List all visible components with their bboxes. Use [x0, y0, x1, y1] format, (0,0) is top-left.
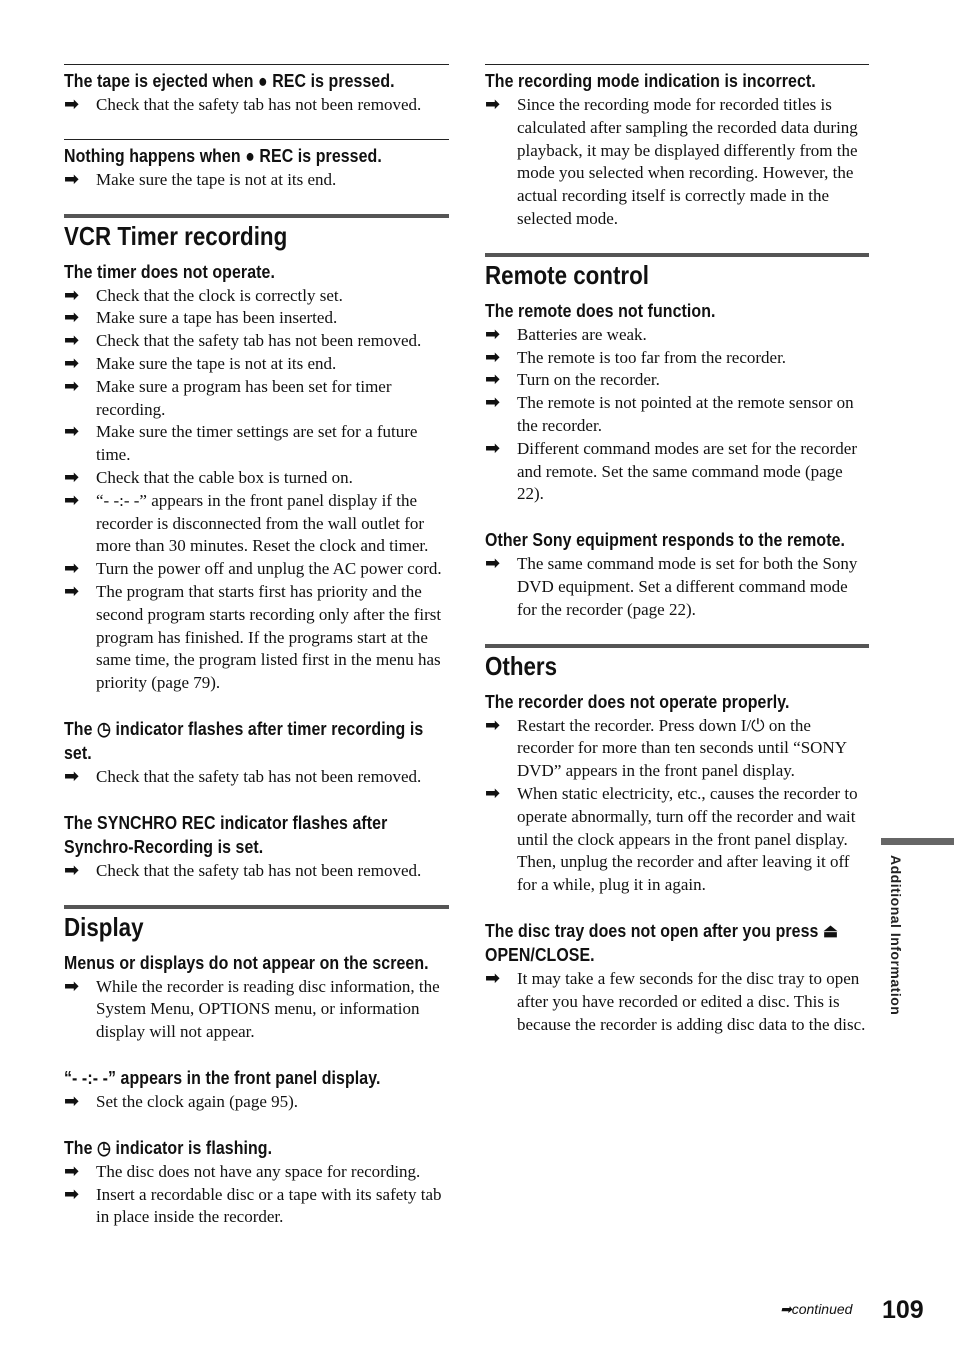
remedy-item	[64, 94, 449, 117]
remedy-item	[64, 766, 449, 789]
remedy-list	[64, 976, 449, 1044]
continued-text: continued	[791, 1301, 853, 1317]
section-vcr-timer	[64, 214, 449, 883]
remedy-text: Check that the safety tab has not been removed.	[96, 331, 422, 351]
remedy-item	[64, 1091, 449, 1114]
arrow-icon: ➡	[485, 553, 501, 575]
remedy-text: The disc does not have any space for recording.	[96, 1161, 421, 1181]
remedy-list	[485, 968, 869, 1036]
remedy-text: Turn the power off and unplug the AC power cord.	[96, 559, 442, 579]
troubleshoot-topic	[64, 717, 449, 789]
arrow-icon: ➡	[485, 392, 501, 414]
troubleshoot-topic	[64, 811, 449, 883]
remedy-text: Restart the recorder. Press down I/⏻ on the recorder for more than ten seconds until “SONY DVD” appears in the front panel display.	[517, 715, 847, 781]
remedy-text: Make sure the timer settings are set for a future time.	[96, 422, 418, 465]
remedy-text: The remote is not pointed at the remote sensor on the recorder.	[517, 393, 854, 435]
arrow-icon: ➡	[64, 421, 80, 443]
remedy-text: The same command mode is set for both the Sony DVD equipment. Set a different command mode for the recorder (page 22).	[517, 554, 858, 619]
troubleshoot-topic	[485, 528, 869, 621]
remedy-list	[64, 94, 449, 117]
arrow-icon: ➡	[485, 346, 501, 368]
remedy-item	[485, 715, 869, 783]
arrow-icon: ➡	[64, 466, 80, 488]
remedy-item	[485, 438, 869, 506]
troubleshoot-topic	[485, 690, 869, 897]
remedy-item	[64, 307, 449, 330]
symptom-heading: The recording mode indication is incorrect.	[485, 70, 816, 91]
arrow-icon: ➡	[64, 1183, 80, 1205]
symptom-heading: The ◷ indicator flashes after timer recording is set.	[64, 717, 424, 763]
remedy-list	[485, 553, 869, 621]
arrow-icon: ➡	[64, 352, 80, 374]
remedy-item	[64, 421, 449, 467]
arrow-icon: ➡	[64, 489, 80, 511]
remedy-item	[64, 169, 449, 192]
arrow-icon: ➡	[485, 94, 501, 115]
section-title: VCR Timer recording	[64, 220, 288, 251]
section-display	[64, 905, 449, 1230]
arrow-icon: ➡	[485, 437, 501, 459]
symptom-heading: Other Sony equipment responds to the remote.	[485, 529, 846, 551]
remedy-text: The remote is too far from the recorder.	[517, 347, 787, 367]
symptom-heading: The timer does not operate.	[64, 260, 275, 282]
remedy-text: Different command modes are set for the recorder and remote. Set the same command mode (page 22).	[517, 438, 858, 504]
remedy-item	[485, 324, 869, 347]
remedy-list	[64, 1161, 449, 1229]
symptom-heading: “- -:- -” appears in the front panel display.	[64, 1066, 381, 1088]
troubleshoot-topic	[64, 1136, 449, 1229]
troubleshoot-topic	[64, 64, 449, 117]
symptom-heading: The ◷ indicator is flashing.	[64, 1136, 273, 1158]
remedy-text: Turn on the recorder.	[517, 370, 660, 390]
remedy-list	[485, 94, 869, 231]
remedy-item	[64, 353, 449, 376]
remedy-item	[64, 860, 449, 883]
remedy-item	[64, 976, 449, 1044]
remedy-list	[64, 1091, 449, 1114]
sidebar-tab-marker	[881, 838, 954, 845]
remedy-item	[485, 783, 869, 897]
troubleshoot-topic	[485, 64, 869, 231]
arrow-icon: ➡	[64, 375, 80, 397]
remedy-list	[64, 860, 449, 883]
remedy-text: Check that the safety tab has not been removed.	[96, 766, 422, 786]
page-number: 109	[882, 1296, 924, 1324]
arrow-icon: ➡	[64, 284, 80, 306]
arrow-icon: ➡	[64, 1160, 80, 1182]
remedy-list	[485, 715, 869, 897]
remedy-item	[485, 968, 869, 1036]
symptom-heading: The remote does not function.	[485, 299, 716, 321]
troubleshoot-topic	[64, 1066, 449, 1114]
remedy-item	[64, 467, 449, 490]
section-title: Others	[485, 650, 558, 681]
remedy-list	[64, 169, 449, 192]
remedy-text: “- -:- -” appears in the front panel display if the recorder is disconnected from the wall outlet for more than 30 minutes. Reset the clock and timer.	[96, 490, 429, 556]
arrow-icon: ➡	[64, 975, 80, 997]
section-others	[485, 644, 869, 1037]
remedy-text: Since the recording mode for recorded titles is calculated after sampling the recorded data during playback, it may be displayed differently from the mode you selected when recording. However, the actual recording itself is correctly made in the selected mode.	[517, 95, 858, 228]
remedy-text: The program that starts first has priority and the second program starts recording only after the first program has finished. If the programs start at the same time, the program listed first in the menu has priority (page 79).	[96, 581, 442, 693]
arrow-icon: ➡	[485, 323, 501, 345]
symptom-heading: Menus or displays do not appear on the screen.	[64, 951, 429, 973]
remedy-text: Make sure the tape is not at its end.	[96, 169, 337, 189]
troubleshoot-topic	[485, 299, 869, 506]
remedy-item	[485, 553, 869, 621]
right-column	[485, 64, 869, 1058]
arrow-icon: ➡	[485, 714, 501, 736]
arrow-icon: ➡	[64, 580, 80, 602]
remedy-text: Check that the clock is correctly set.	[96, 285, 343, 305]
troubleshoot-topic	[485, 919, 869, 1036]
arrow-icon: ➡	[64, 1090, 80, 1112]
remedy-item	[64, 1184, 449, 1230]
arrow-icon: ➡	[485, 369, 501, 391]
troubleshoot-topic	[64, 139, 449, 192]
remedy-text: While the recorder is reading disc information, the System Menu, OPTIONS menu, or information display will not appear.	[96, 976, 440, 1042]
remedy-item	[64, 376, 449, 422]
remedy-text: Check that the safety tab has not been removed.	[96, 95, 422, 114]
remedy-text: Make sure a program has been set for timer recording.	[96, 376, 392, 419]
arrow-icon: ➡	[64, 94, 80, 115]
remedy-item	[64, 285, 449, 308]
symptom-heading: The recorder does not operate properly.	[485, 690, 790, 712]
remedy-item	[64, 581, 449, 695]
remedy-item	[64, 558, 449, 581]
remedy-text: Make sure a tape has been inserted.	[96, 308, 338, 328]
arrow-icon: ➡	[64, 859, 80, 881]
remedy-item	[485, 369, 869, 392]
section-title: Remote control	[485, 259, 649, 290]
symptom-heading: The tape is ejected when ● REC is pressed.	[64, 70, 395, 91]
section-title: Display	[64, 911, 144, 942]
remedy-item	[485, 392, 869, 438]
troubleshoot-topic	[64, 951, 449, 1044]
continued-note	[780, 1301, 852, 1318]
symptom-heading: Nothing happens when ● REC is pressed.	[64, 144, 382, 166]
remedy-text: It may take a few seconds for the disc tray to open after you have recorded or edited a disc. This is because the recorder is adding disc data to the disc.	[517, 968, 866, 1034]
arrow-icon: ➡	[64, 765, 80, 787]
arrow-icon: ➡	[64, 558, 80, 580]
remedy-list	[64, 766, 449, 789]
left-column	[64, 64, 449, 1251]
arrow-icon: ➡	[485, 967, 501, 989]
remedy-text: Batteries are weak.	[517, 324, 647, 344]
remedy-item	[64, 1161, 449, 1184]
remedy-list	[64, 285, 449, 695]
arrow-icon: ➡	[64, 330, 80, 352]
remedy-text: Set the clock again (page 95).	[96, 1091, 299, 1111]
arrow-icon: ➡	[485, 782, 501, 804]
remedy-text: Make sure the tape is not at its end.	[96, 353, 337, 373]
remedy-text: When static electricity, etc., causes the recorder to operate abnormally, turn off the recorder and wait until the clock appears in the front panel display. Then, unplug the recorder and after leaving it off for a while, plug it in again.	[517, 783, 858, 895]
symptom-heading: The disc tray does not open after you press ⏏ OPEN/CLOSE.	[485, 919, 839, 965]
remedy-item	[485, 347, 869, 370]
remedy-list	[485, 324, 869, 506]
remedy-text: Check that the cable box is turned on.	[96, 467, 353, 487]
arrow-icon: ➡	[64, 168, 80, 190]
remedy-item	[64, 330, 449, 353]
remedy-item	[485, 94, 869, 231]
remedy-text: Insert a recordable disc or a tape with its safety tab in place inside the recorder.	[96, 1184, 442, 1227]
remedy-item	[64, 490, 449, 558]
troubleshoot-topic	[64, 260, 449, 695]
symptom-heading: The SYNCHRO REC indicator flashes after Synchro-Recording is set.	[64, 811, 388, 857]
continued-arrow-icon: ➡	[780, 1301, 792, 1317]
arrow-icon: ➡	[64, 307, 80, 329]
section-remote-control	[485, 253, 869, 622]
remedy-text: Check that the safety tab has not been removed.	[96, 860, 422, 880]
side-section-label: Additional Information	[888, 855, 904, 1016]
